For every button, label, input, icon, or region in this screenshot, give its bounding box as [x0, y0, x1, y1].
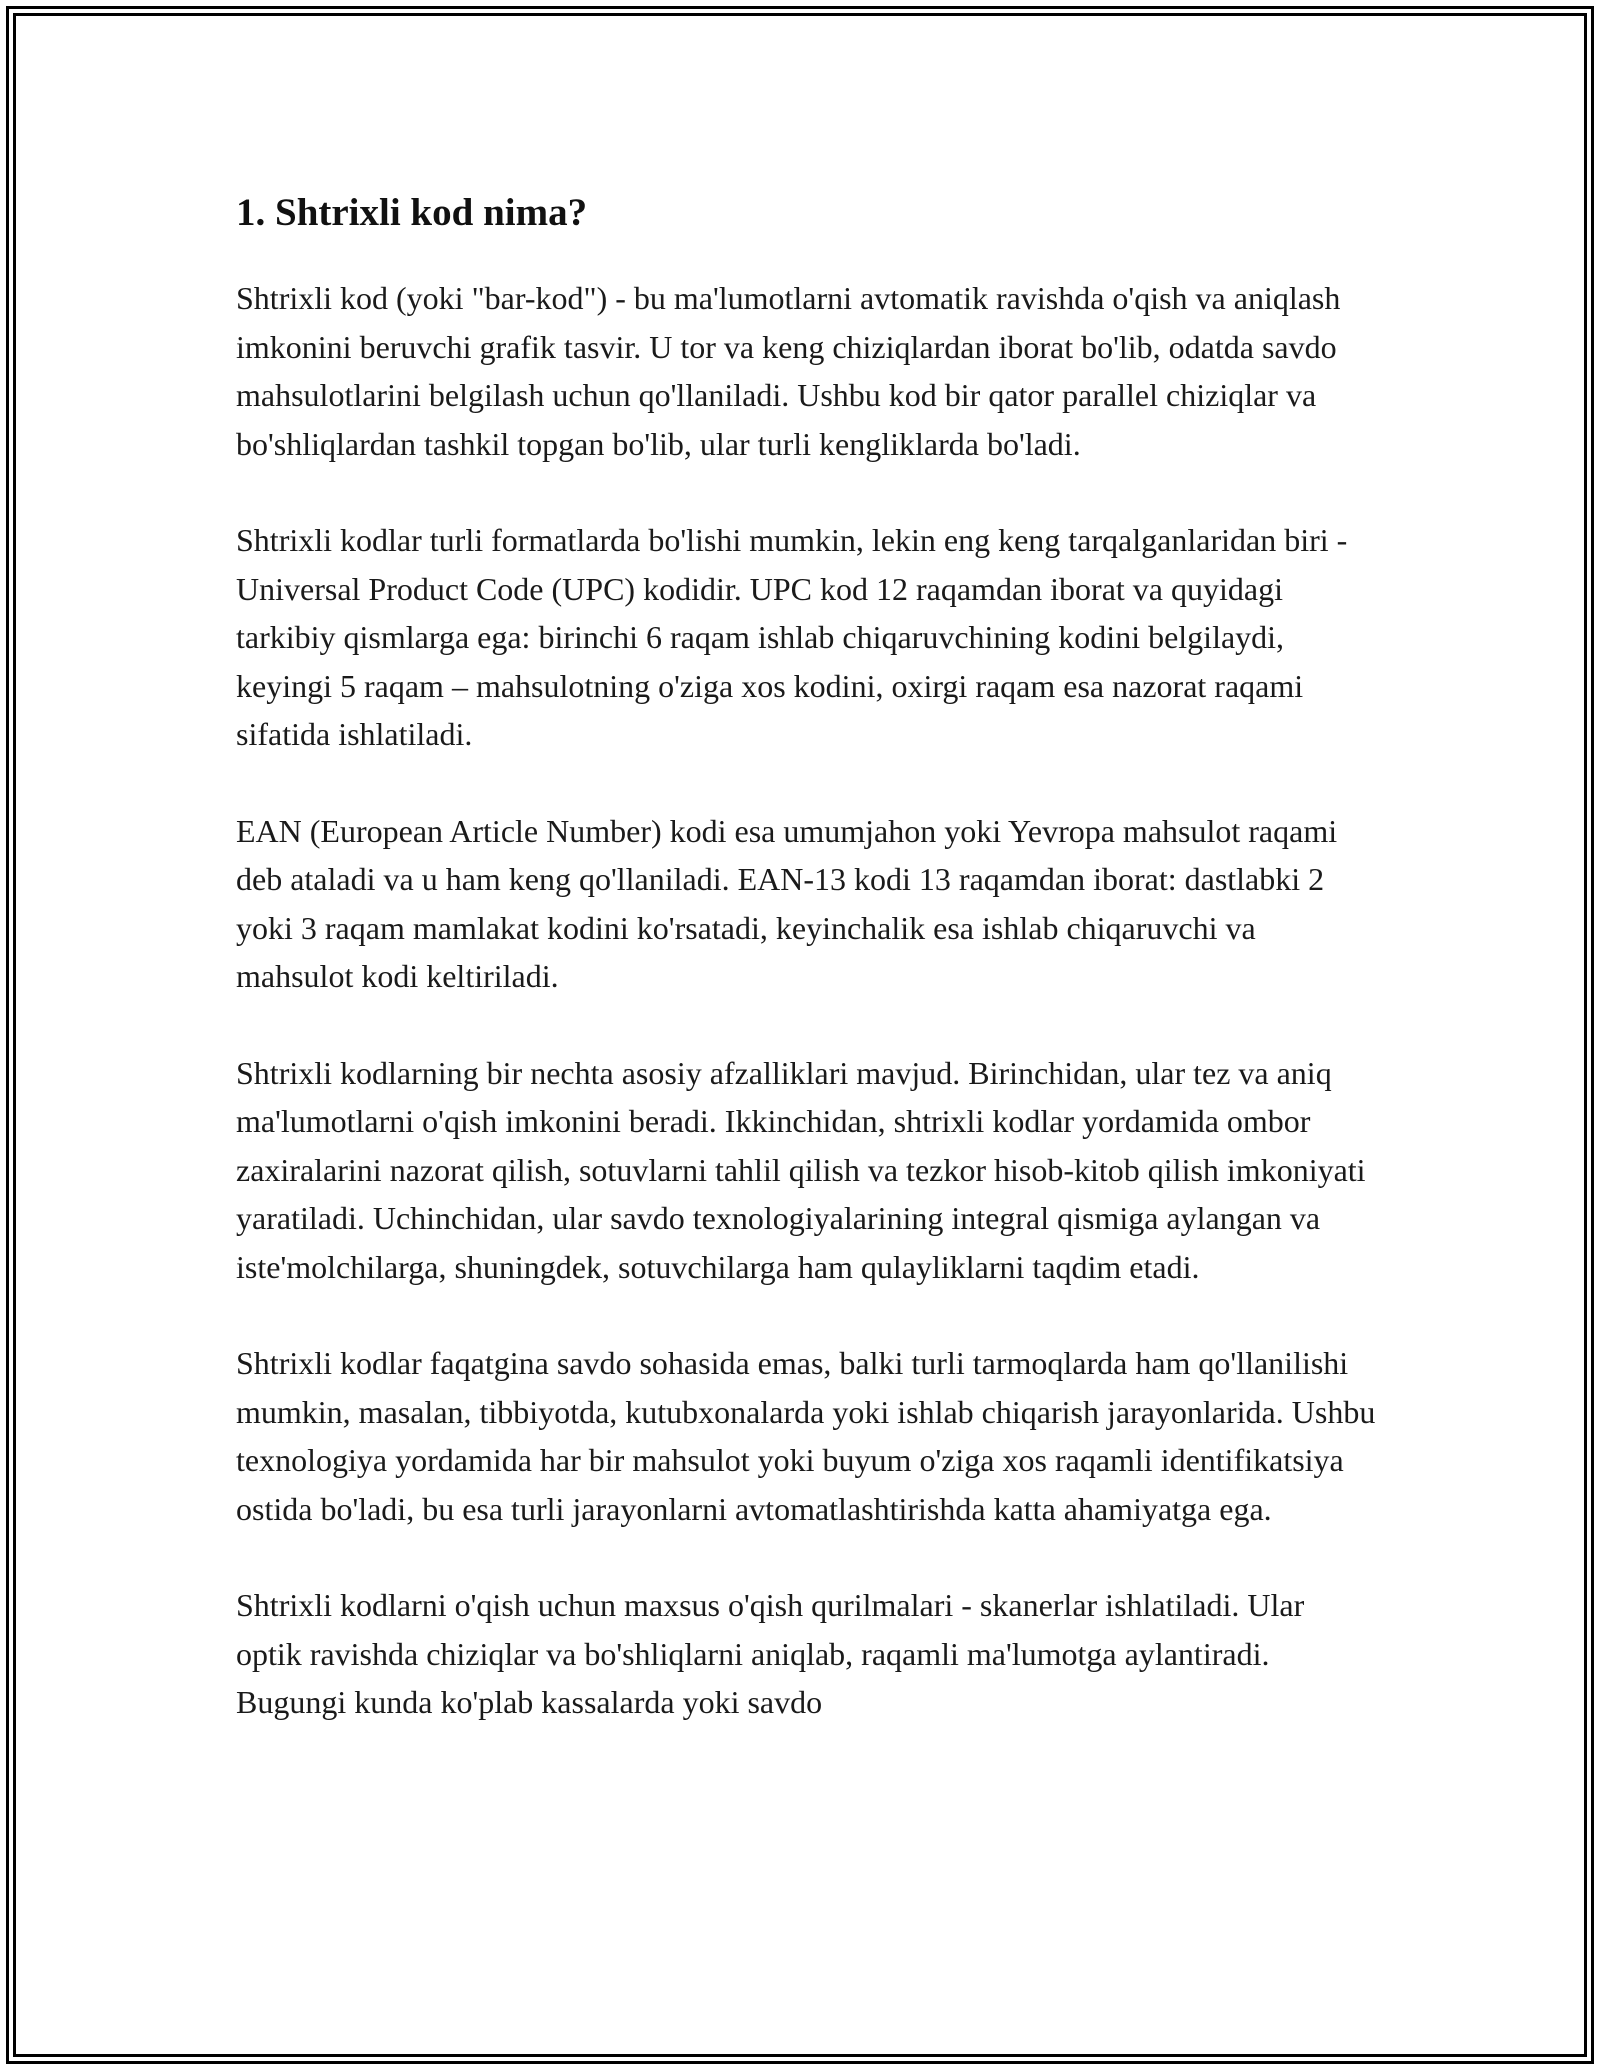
paragraph-3: EAN (European Article Number) kodi esa umumjahon yoki Yevropa mahsulot raqami deb ataladi va u ham keng qo'llaniladi. EAN-13 kodi 13 raqamdan iborat: dastlabki 2 yoki 3 raqam mamlakat kodini ko'rsatadi, keyinchalik esa ishlab chiqaruvchi va mahsulot kodi keltiriladi.: [236, 812, 1338, 994]
paragraph-2: Shtrixli kodlar turli formatlarda bo'lishi mumkin, lekin eng keng tarqalganlaridan biri - Universal Product Code (UPC) kodidir. UPC kod 12 raqamdan iborat va quyidagi tarkibiy qismlarga ega: birinchi 6 raqam ishlab chiqaruvchining kodini belgilaydi, keyingi 5 raqam – mahsulotning o'ziga xos kodini, oxirgi raqam esa nazorat raqami sifatida ishlatiladi.: [236, 522, 1348, 752]
page-title: 1. Shtrixli kod nima?: [236, 191, 588, 234]
paragraph-6: Shtrixli kodlarni o'qish uchun maxsus o'qish qurilmalari - skanerlar ishlatiladi. Ular optik ravishda chiziqlar va bo'shliqlarni aniqlab, raqamli ma'lumotga aylantiradi. Bugungi kunda ko'plab kassalarda yoki savdo: [236, 1587, 1305, 1720]
paragraph-5: Shtrixli kodlar faqatgina savdo sohasida emas, balki turli tarmoqlarda ham qo'llanilishi mumkin, masalan, tibbiyotda, kutubxonalarda yoki ishlab chiqarish jarayonlarida. Ushbu texnologiya yordamida har bir mahsulot yoki buyum o'ziga xos raqamli identifikatsiya ostida bo'ladi, bu esa turli jarayonlarni avtomatlashtirishda katta ahamiyatga ega.: [236, 1345, 1376, 1527]
document-body: [236, 186, 1376, 1775]
paragraph-4: Shtrixli kodlarning bir nechta asosiy afzalliklari mavjud. Birinchidan, ular tez va aniq ma'lumotlarni o'qish imkonini beradi. Ikkinchidan, shtrixli kodlar yordamida ombor zaxiralarini nazorat qilish, sotuvlarni tahlil qilish va tezkor hisob-kitob qilish imkoniyati yaratiladi. Uchinchidan, ular savdo texnologiyalarining integral qismiga aylangan va iste'molchilarga, shuningdek, sotuvchilarga ham qulayliklarni taqdim etadi.: [236, 1054, 1366, 1285]
paragraph-1: Shtrixli kod (yoki "bar-kod") - bu ma'lumotlarni avtomatik ravishda o'qish va aniqlash imkonini beruvchi grafik tasvir. U tor va keng chiziqlardan iborat bo'lib, odatda savdo mahsulotlarini belgilash uchun qo'llaniladi. Ushbu kod bir qator parallel chiziqlar va bo'shliqlardan tashkil topgan bo'lib, ular turli kengliklarda bo'ladi.: [236, 280, 1341, 462]
